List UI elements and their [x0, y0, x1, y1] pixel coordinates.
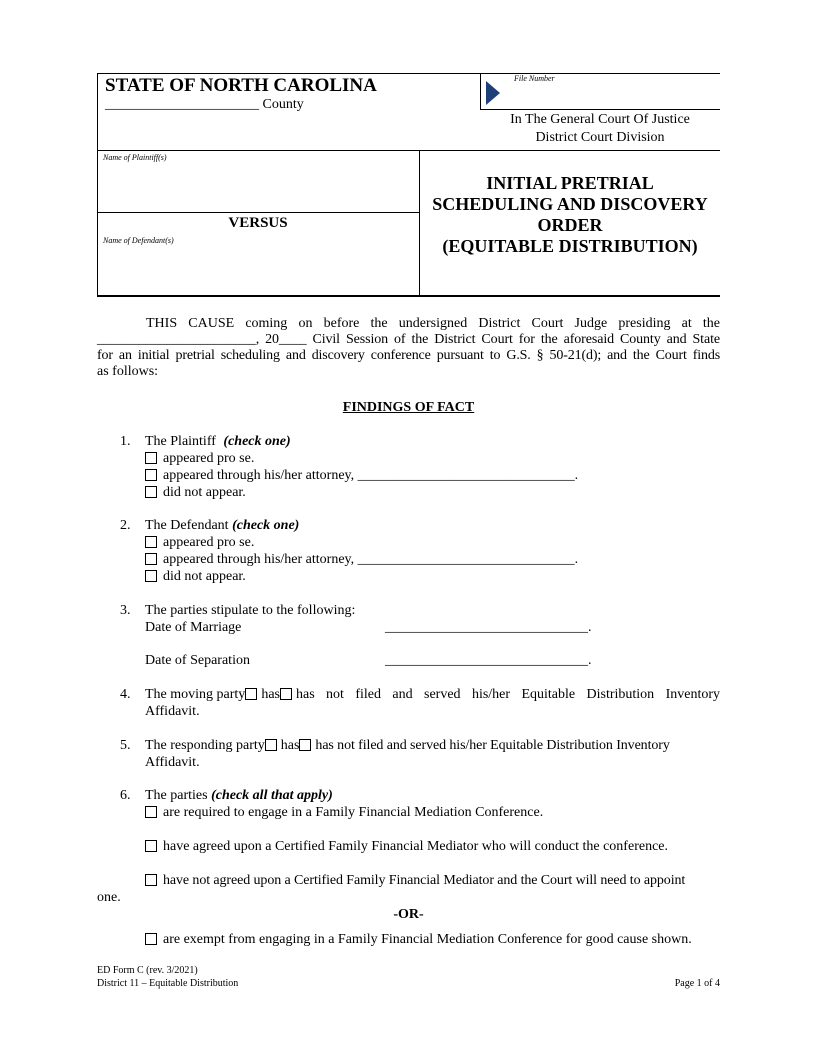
intro-line-1: THIS CAUSE coming on before the undersigned District Court Judge presiding at the [146, 316, 720, 331]
item-4-has-group [245, 687, 280, 703]
item-6-option-not-agreed-cont: one. [97, 890, 121, 905]
header-left-border [97, 73, 98, 296]
footer-form-id: ED Form C (rev. 3/2021) [97, 965, 198, 976]
item-6-option-agreed [145, 839, 668, 855]
item-6-label: The parties [145, 788, 208, 803]
option-label: did not appear. [163, 569, 246, 584]
item-4-has-not-group [280, 687, 296, 703]
defendant-not-appear-checkbox[interactable] [145, 570, 157, 582]
item-6-option-exempt [145, 932, 692, 948]
item-1-text [145, 434, 291, 450]
plaintiff-pro-se-checkbox[interactable] [145, 452, 157, 464]
footer-page-number: Page 1 of 4 [674, 978, 720, 989]
item-6-text [145, 788, 333, 804]
option-label: are required to engage in a Family Financial Mediation Conference. [163, 805, 544, 820]
item-4-pre [145, 687, 245, 703]
plaintiff-attorney-checkbox[interactable] [145, 469, 157, 481]
mediator-not-agreed-checkbox[interactable] [145, 874, 157, 886]
option-label: appeared pro se. [163, 535, 255, 550]
defendant-attorney-blank[interactable]: _______________________________. [357, 552, 579, 567]
item-6-option-not-agreed [145, 873, 720, 889]
item-5-line-2: Affidavit. [145, 755, 200, 770]
item-2-label: The Defendant [145, 518, 229, 533]
or-separator: -OR- [393, 907, 424, 922]
item-2-option-pro-se [145, 535, 254, 551]
item-6-note: (check all that apply) [211, 788, 333, 803]
plaintiff-attorney-blank[interactable]: _______________________________. [357, 468, 579, 483]
versus-label: VERSUS [228, 215, 288, 231]
moving-party-has-checkbox[interactable] [245, 688, 257, 700]
moving-party-has-not-checkbox[interactable] [280, 688, 292, 700]
item-4-pre-text: The moving party [145, 687, 246, 702]
item-4-post: has not filed and served his/her Equitable Distribution Inventory [295, 687, 720, 702]
option-label: appeared through his/her attorney, [163, 552, 355, 567]
header-mid-divider [97, 150, 720, 151]
item-5-has-group [265, 738, 300, 754]
file-number-bottom-border [480, 109, 720, 110]
file-number-input[interactable] [505, 84, 717, 106]
responding-party-has-checkbox[interactable] [265, 739, 277, 751]
item-5-pre [145, 738, 265, 754]
defendant-label: Name of Defendant(s) [103, 236, 174, 245]
court-name [480, 111, 720, 147]
item-5-text [145, 738, 720, 754]
county-name-blank[interactable]: ______________________ [105, 97, 259, 112]
item-2-text [145, 518, 299, 534]
responding-party-has-not-checkbox[interactable] [299, 739, 311, 751]
title-line-3: ORDER [537, 215, 603, 235]
findings-heading: FINDINGS OF FACT [342, 400, 475, 415]
file-number-left-border [480, 73, 481, 109]
option-label: did not appear. [163, 485, 246, 500]
mediation-required-checkbox[interactable] [145, 806, 157, 818]
intro-line-3: for an initial pretrial scheduling and discovery conference pursuant to G.S. § 50-21(d); and the Court finds [97, 348, 720, 363]
file-number-label: File Number [514, 74, 555, 83]
item-4-line-2: Affidavit. [145, 704, 200, 719]
item-4-has-label: has [261, 687, 280, 702]
arrow-icon [485, 80, 501, 106]
option-label: have agreed upon a Certified Family Financial Mediator who will conduct the conference. [163, 839, 668, 854]
item-4-number: 4. [120, 687, 131, 702]
item-2-option-attorney [145, 552, 578, 568]
item-2-option-no-appear [145, 569, 246, 585]
plaintiff-label: Name of Plaintiff(s) [103, 153, 167, 162]
county-line [105, 97, 304, 113]
item-1-option-no-appear [145, 485, 246, 501]
defendant-pro-se-checkbox[interactable] [145, 536, 157, 548]
title-line-1: INITIAL PRETRIAL [486, 173, 654, 193]
footer-district: District 11 – Equitable Distribution [97, 978, 239, 989]
intro-line-4: as follows: [97, 364, 159, 379]
court-line-1: In The General Court Of Justice [510, 112, 690, 127]
item-2-note: (check one) [232, 518, 300, 533]
plaintiff-not-appear-checkbox[interactable] [145, 486, 157, 498]
item-5-has-label: has [280, 738, 300, 753]
mediator-agreed-checkbox[interactable] [145, 840, 157, 852]
option-label: are exempt from engaging in a Family Financial Mediation Conference for good cause shown. [163, 932, 692, 947]
item-1-note: (check one) [223, 434, 291, 449]
state-heading: STATE OF NORTH CAROLINA [105, 75, 377, 96]
plaintiff-name-field[interactable] [100, 166, 416, 208]
item-5-number: 5. [120, 738, 131, 753]
item-5-has-not-group [299, 738, 315, 754]
versus-divider [97, 212, 419, 213]
option-label: have not agreed upon a Certified Family Financial Mediator and the Court will need to appoint [163, 873, 686, 888]
option-label: appeared through his/her attorney, [163, 468, 355, 483]
separation-date-blank[interactable]: _____________________________. [385, 653, 592, 668]
item-2-number: 2. [120, 518, 131, 533]
item-3-text: The parties stipulate to the following: [145, 603, 356, 618]
item-6-number: 6. [120, 788, 131, 803]
marriage-date-label: Date of Marriage [145, 620, 242, 635]
marriage-date-blank[interactable]: _____________________________. [385, 620, 592, 635]
intro-paragraph [97, 316, 720, 380]
document-title [420, 173, 720, 257]
county-label: County [262, 97, 304, 112]
item-3-number: 3. [120, 603, 131, 618]
header-bottom-border [97, 295, 720, 297]
item-1-label: The Plaintiff [145, 434, 216, 449]
item-6-option-required [145, 805, 543, 821]
court-line-2: District Court Division [535, 130, 665, 145]
intro-line-2: _______________________, 20____ Civil Session of the District Court for the aforesaid County and State [97, 332, 720, 347]
title-line-2: SCHEDULING AND DISCOVERY [432, 194, 708, 214]
item-5-post: has not filed and served his/her Equitable Distribution Inventory [315, 738, 670, 753]
defendant-name-field[interactable] [100, 249, 416, 291]
item-1-number: 1. [120, 434, 131, 449]
mediation-exempt-checkbox[interactable] [145, 933, 157, 945]
item-4-text [145, 687, 720, 703]
defendant-attorney-checkbox[interactable] [145, 553, 157, 565]
option-label: appeared pro se. [163, 451, 255, 466]
title-line-4: (EQUITABLE DISTRIBUTION) [442, 236, 698, 256]
separation-date-label: Date of Separation [145, 653, 250, 668]
header-top-border [97, 73, 720, 74]
item-1-option-attorney [145, 468, 578, 484]
item-1-option-pro-se [145, 451, 254, 467]
item-5-pre-text: The responding party [145, 738, 265, 753]
